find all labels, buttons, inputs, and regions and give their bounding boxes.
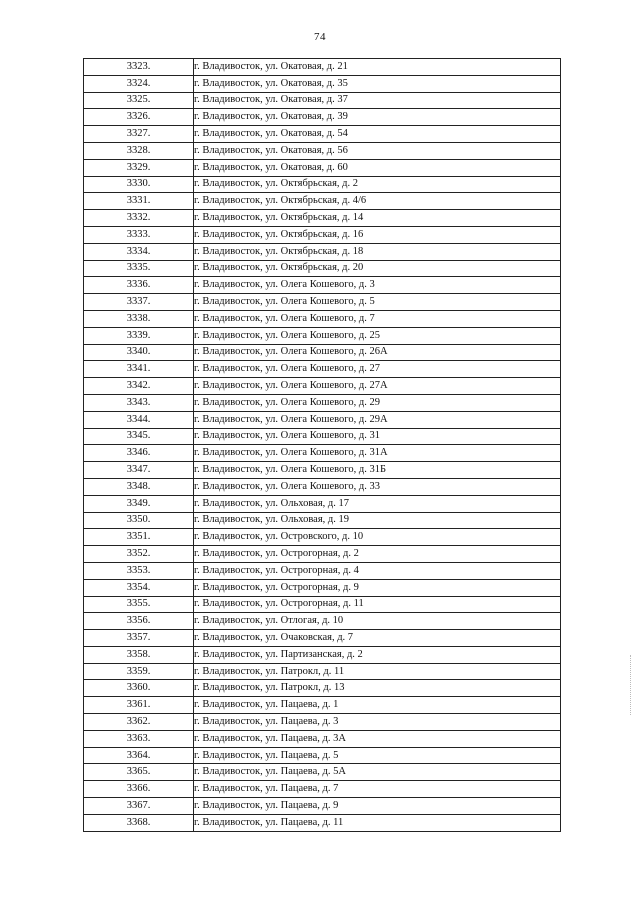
row-address: г. Владивосток, ул. Пацаева, д. 3 [194, 714, 561, 731]
address-table [83, 58, 561, 832]
table-row [84, 277, 561, 294]
table-row [84, 764, 561, 781]
row-address: г. Владивосток, ул. Окатовая, д. 35 [194, 75, 561, 92]
table-row [84, 210, 561, 227]
row-address: г. Владивосток, ул. Отлогая, д. 10 [194, 613, 561, 630]
row-address: г. Владивосток, ул. Пацаева, д. 3А [194, 730, 561, 747]
row-address: г. Владивосток, ул. Окатовая, д. 37 [194, 92, 561, 109]
row-address: г. Владивосток, ул. Островского, д. 10 [194, 529, 561, 546]
row-number: 3345. [84, 428, 194, 445]
row-number: 3349. [84, 495, 194, 512]
row-address: г. Владивосток, ул. Октябрьская, д. 14 [194, 210, 561, 227]
table-row [84, 562, 561, 579]
row-number: 3343. [84, 394, 194, 411]
row-number: 3346. [84, 445, 194, 462]
row-address: г. Владивосток, ул. Олега Кошевого, д. 33 [194, 478, 561, 495]
table-row [84, 159, 561, 176]
row-number: 3367. [84, 798, 194, 815]
row-number: 3364. [84, 747, 194, 764]
row-address: г. Владивосток, ул. Острогорная, д. 11 [194, 596, 561, 613]
row-address: г. Владивосток, ул. Октябрьская, д. 20 [194, 260, 561, 277]
row-number: 3357. [84, 630, 194, 647]
row-address: г. Владивосток, ул. Олега Кошевого, д. 27 [194, 361, 561, 378]
row-address: г. Владивосток, ул. Окатовая, д. 60 [194, 159, 561, 176]
row-number: 3325. [84, 92, 194, 109]
row-address: г. Владивосток, ул. Олега Кошевого, д. 5 [194, 294, 561, 311]
table-row [84, 226, 561, 243]
table-row [84, 260, 561, 277]
row-address: г. Владивосток, ул. Острогорная, д. 9 [194, 579, 561, 596]
row-number: 3353. [84, 562, 194, 579]
table-row [84, 344, 561, 361]
row-number: 3366. [84, 781, 194, 798]
row-number: 3338. [84, 310, 194, 327]
table-row [84, 109, 561, 126]
table-row [84, 730, 561, 747]
row-number: 3336. [84, 277, 194, 294]
table-row [84, 462, 561, 479]
address-table-body [84, 59, 561, 832]
row-address: г. Владивосток, ул. Олега Кошевого, д. 27А [194, 378, 561, 395]
row-number: 3327. [84, 126, 194, 143]
row-number: 3329. [84, 159, 194, 176]
row-address: г. Владивосток, ул. Пацаева, д. 7 [194, 781, 561, 798]
row-number: 3355. [84, 596, 194, 613]
row-address: г. Владивосток, ул. Октябрьская, д. 18 [194, 243, 561, 260]
row-number: 3335. [84, 260, 194, 277]
row-number: 3334. [84, 243, 194, 260]
table-row [84, 428, 561, 445]
table-row [84, 142, 561, 159]
table-row [84, 445, 561, 462]
table-row [84, 75, 561, 92]
table-row [84, 478, 561, 495]
row-address: г. Владивосток, ул. Острогорная, д. 4 [194, 562, 561, 579]
row-address: г. Владивосток, ул. Олега Кошевого, д. 7 [194, 310, 561, 327]
row-address: г. Владивосток, ул. Пацаева, д. 5 [194, 747, 561, 764]
row-address: г. Владивосток, ул. Октябрьская, д. 2 [194, 176, 561, 193]
table-row [84, 814, 561, 831]
row-number: 3342. [84, 378, 194, 395]
row-address: г. Владивосток, ул. Окатовая, д. 21 [194, 59, 561, 76]
row-address: г. Владивосток, ул. Пацаева, д. 9 [194, 798, 561, 815]
row-number: 3368. [84, 814, 194, 831]
row-address: г. Владивосток, ул. Олега Кошевого, д. 29А [194, 411, 561, 428]
table-row [84, 697, 561, 714]
row-address: г. Владивосток, ул. Окатовая, д. 56 [194, 142, 561, 159]
table-row [84, 546, 561, 563]
row-number: 3326. [84, 109, 194, 126]
row-number: 3362. [84, 714, 194, 731]
row-number: 3352. [84, 546, 194, 563]
table-row [84, 596, 561, 613]
table-row [84, 663, 561, 680]
table-row [84, 714, 561, 731]
table-row [84, 798, 561, 815]
row-address: г. Владивосток, ул. Олега Кошевого, д. 31А [194, 445, 561, 462]
row-number: 3340. [84, 344, 194, 361]
row-address: г. Владивосток, ул. Пацаева, д. 1 [194, 697, 561, 714]
table-row [84, 781, 561, 798]
row-address: г. Владивосток, ул. Пацаева, д. 5А [194, 764, 561, 781]
row-address: г. Владивосток, ул. Очаковская, д. 7 [194, 630, 561, 647]
row-number: 3328. [84, 142, 194, 159]
row-number: 3351. [84, 529, 194, 546]
table-row [84, 630, 561, 647]
scan-edge-marks [630, 655, 632, 715]
row-number: 3358. [84, 646, 194, 663]
table-row [84, 529, 561, 546]
row-address: г. Владивосток, ул. Олега Кошевого, д. 31Б [194, 462, 561, 479]
row-number: 3347. [84, 462, 194, 479]
row-address: г. Владивосток, ул. Пацаева, д. 11 [194, 814, 561, 831]
row-address: г. Владивосток, ул. Острогорная, д. 2 [194, 546, 561, 563]
row-number: 3361. [84, 697, 194, 714]
table-row [84, 310, 561, 327]
row-address: г. Владивосток, ул. Олега Кошевого, д. 26А [194, 344, 561, 361]
row-address: г. Владивосток, ул. Окатовая, д. 54 [194, 126, 561, 143]
table-row [84, 680, 561, 697]
table-row [84, 327, 561, 344]
table-row [84, 646, 561, 663]
table-row [84, 92, 561, 109]
row-number: 3344. [84, 411, 194, 428]
row-address: г. Владивосток, ул. Октябрьская, д. 16 [194, 226, 561, 243]
table-row [84, 176, 561, 193]
table-row [84, 394, 561, 411]
row-number: 3363. [84, 730, 194, 747]
table-row [84, 495, 561, 512]
table-row [84, 361, 561, 378]
table-row [84, 193, 561, 210]
table-row [84, 126, 561, 143]
row-number: 3354. [84, 579, 194, 596]
table-row [84, 243, 561, 260]
row-address: г. Владивосток, ул. Олега Кошевого, д. 29 [194, 394, 561, 411]
row-address: г. Владивосток, ул. Партизанская, д. 2 [194, 646, 561, 663]
row-address: г. Владивосток, ул. Олега Кошевого, д. 3 [194, 277, 561, 294]
row-number: 3356. [84, 613, 194, 630]
row-number: 3359. [84, 663, 194, 680]
row-number: 3333. [84, 226, 194, 243]
row-address: г. Владивосток, ул. Олега Кошевого, д. 25 [194, 327, 561, 344]
row-address: г. Владивосток, ул. Ольховая, д. 19 [194, 512, 561, 529]
row-address: г. Владивосток, ул. Октябрьская, д. 4/6 [194, 193, 561, 210]
table-row [84, 512, 561, 529]
row-number: 3348. [84, 478, 194, 495]
row-number: 3337. [84, 294, 194, 311]
row-number: 3331. [84, 193, 194, 210]
table-row [84, 747, 561, 764]
row-number: 3324. [84, 75, 194, 92]
row-number: 3323. [84, 59, 194, 76]
table-row [84, 59, 561, 76]
table-row [84, 294, 561, 311]
row-number: 3360. [84, 680, 194, 697]
row-number: 3365. [84, 764, 194, 781]
row-number: 3341. [84, 361, 194, 378]
row-address: г. Владивосток, ул. Олега Кошевого, д. 31 [194, 428, 561, 445]
row-address: г. Владивосток, ул. Патрокл, д. 11 [194, 663, 561, 680]
row-address: г. Владивосток, ул. Патрокл, д. 13 [194, 680, 561, 697]
row-number: 3330. [84, 176, 194, 193]
page-number: 74 [314, 31, 326, 43]
row-number: 3350. [84, 512, 194, 529]
table-row [84, 613, 561, 630]
table-row [84, 411, 561, 428]
row-number: 3339. [84, 327, 194, 344]
row-address: г. Владивосток, ул. Окатовая, д. 39 [194, 109, 561, 126]
table-row [84, 579, 561, 596]
row-number: 3332. [84, 210, 194, 227]
table-row [84, 378, 561, 395]
row-address: г. Владивосток, ул. Ольховая, д. 17 [194, 495, 561, 512]
